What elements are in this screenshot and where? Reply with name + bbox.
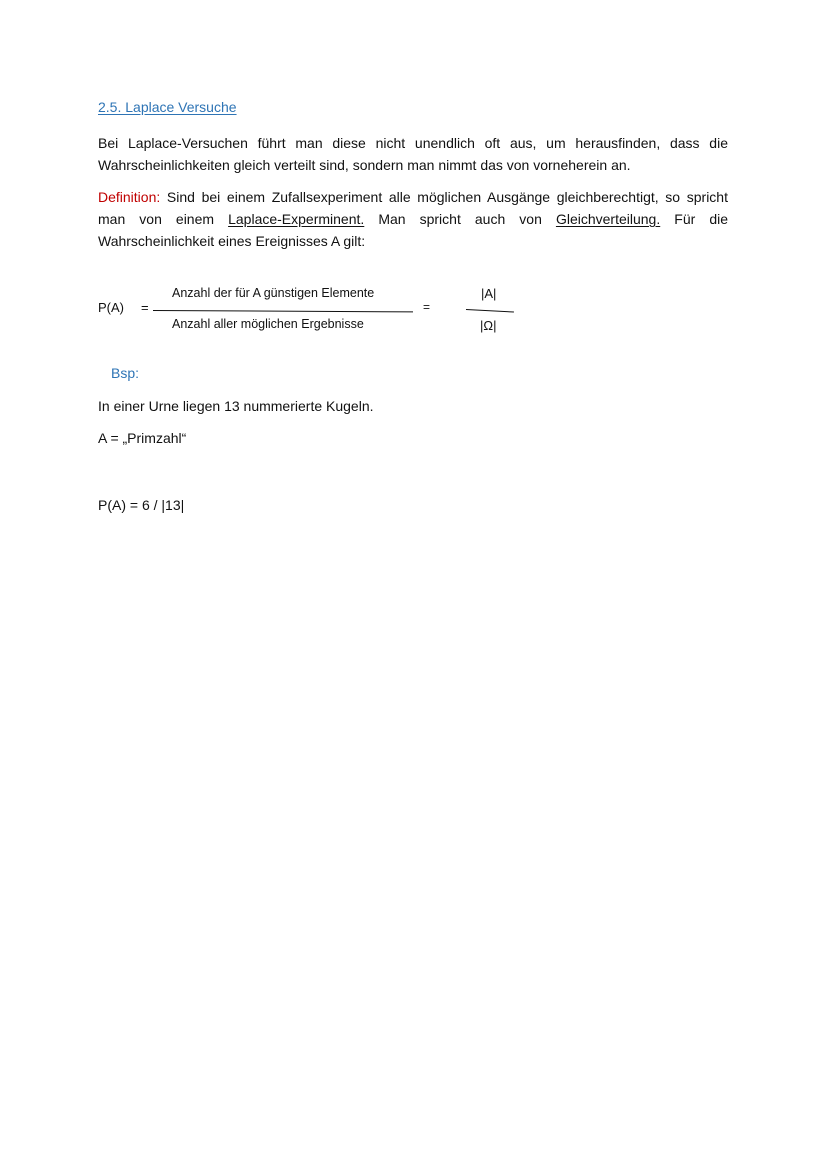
formula-lhs: P(A)	[98, 300, 124, 315]
example-line-event: A = „Primzahl“	[98, 430, 187, 446]
fraction-numerator: Anzahl der für A günstigen Elemente	[172, 286, 375, 300]
formula-equals-sign-2: =	[423, 300, 431, 314]
definition-label: Definition:	[98, 189, 161, 205]
intro-paragraph: Bei Laplace-Versuchen führt man diese nicht unendlich oft aus, um herausfinden, dass die Wahrscheinlichkeiten gleich verteilt sind, sondern man nimmt das von vorneherein an.	[98, 135, 728, 173]
definition-text-b: Man spricht auch von	[364, 211, 556, 227]
fraction-denominator: Anzahl aller möglichen Ergebnisse	[172, 317, 364, 331]
example-line-probability: P(A) = 6 / |13|	[98, 497, 185, 513]
fraction-bar	[153, 310, 413, 312]
fraction2-denominator: |Ω|	[480, 318, 497, 333]
formula-equals-sign: =	[141, 300, 149, 315]
fraction2-numerator: |A|	[481, 286, 497, 301]
section-heading: 2.5. Laplace Versuche	[98, 99, 237, 115]
definition-text-c: Für die Wahrscheinlichkeit eines Ereignisses A gilt:	[98, 211, 728, 249]
example-line-urn: In einer Urne liegen 13 nummerierte Kugeln.	[98, 398, 374, 414]
term-laplace-experiment: Laplace-Experminent.	[228, 211, 365, 227]
definition-paragraph	[98, 186, 728, 252]
fraction2-bar	[466, 309, 514, 313]
example-label: Bsp:	[111, 365, 140, 381]
term-gleichverteilung: Gleichverteilung.	[555, 211, 661, 227]
definition-text-a: Sind bei einem Zufallsexperiment alle möglichen Ausgänge gleichberechtigt, so spricht man von einem	[98, 189, 728, 227]
